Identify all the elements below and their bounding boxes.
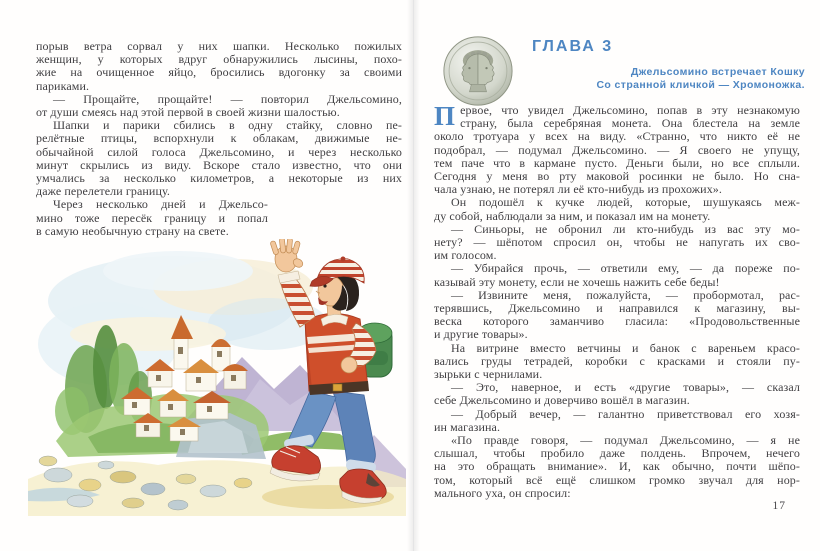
text-line: «По правде говоря, — подумал Джельсомино, — я не <box>451 433 800 448</box>
text-line: зырьки с чернилами. <box>434 367 543 382</box>
text-line: обычайной силой голоса Джельсомино, и через несколько <box>36 144 402 159</box>
text-line: — Это, наверное, и есть «другие товары», — сказал <box>451 380 800 395</box>
text-line: казывай эту монету, если не хочешь нажить себе беды! <box>434 274 720 289</box>
left-page-text <box>36 40 402 238</box>
text-line: париками. <box>36 78 90 93</box>
right-page <box>414 0 820 551</box>
paragraph <box>36 40 402 93</box>
text-line: им голосом. <box>434 248 497 263</box>
text-line: нету? — шёпотом спросил он, чтобы не напугать их сво- <box>434 235 800 250</box>
text-line: чала узнаю, не потерял ли её кто-нибудь из прохожих». <box>434 182 722 197</box>
text-line: мино тоже пересёк границу и попал <box>36 210 268 225</box>
paragraph <box>434 408 800 434</box>
text-line: около тротуара у всех на виду. «Странно, что никто её не <box>434 129 800 144</box>
text-line: ду собой, наблюдали за ним, и показал им на монету. <box>434 208 711 223</box>
text-line: Он подошёл к кучке людей, которые, шушукаясь меж- <box>451 195 800 210</box>
paragraph <box>434 101 800 197</box>
text-line: подобрал, — подумал Джельсомино. — Я своего не упущу, <box>434 142 800 157</box>
text-line: релётные птицы, вспорхнули к облакам, движимые не- <box>36 131 402 146</box>
paragraph <box>434 289 800 342</box>
boy-waving-illustration <box>28 239 406 516</box>
text-line: — Извините меня, пожалуйста, — пробормотал, рас- <box>451 287 800 302</box>
text-line: мального уха, он спросил: <box>434 485 571 500</box>
paragraph <box>434 196 800 222</box>
text-line: в самую необычную страну на свете. <box>36 223 229 238</box>
text-line: тем паче что в кармане пусто. Деньги были, но все сплыли. <box>434 155 800 170</box>
text-line: веска которого заманчиво гласила: «Продовольственные <box>434 314 800 329</box>
chapter-subtitle-line: Джельсомино встречает Кошку <box>630 66 805 78</box>
paragraph <box>434 342 800 382</box>
text-line: вались груды тетрадей, коробки с красками и стояли пу- <box>434 353 800 368</box>
page-spine <box>407 0 420 551</box>
text-line: Сегодня у меня во рту маковой росинки не было. Но сна- <box>434 169 800 184</box>
paragraph <box>434 434 800 500</box>
paragraph <box>36 93 402 119</box>
text-line: себе Джельсомино и доверчиво вошёл в магазин. <box>434 393 690 408</box>
text-line: ин магазина. <box>434 419 501 434</box>
chapter-title: ГЛАВА 3 <box>532 38 614 55</box>
paragraph <box>434 262 800 288</box>
text-line: от души смеясь над этой первой в своей жизни шалостью. <box>36 105 340 120</box>
text-line: страну, была серебряная монета. Она блестела на земле <box>460 116 800 131</box>
text-line: женщин, у которых вдруг обнаружились лысины, похо- <box>36 52 402 67</box>
text-line: На витрине вместо ветчины и банок с вареньем красо- <box>451 340 800 355</box>
text-line: жие на очищенное яйцо, бросились вдогонку за своими <box>36 65 402 80</box>
text-line: ервое, что увидел Джельсомино, попав в эту незнакомую <box>460 103 800 117</box>
paragraph <box>434 223 800 263</box>
text-line: — Добрый вечер, — галантно приветствовал его хозя- <box>451 406 800 421</box>
text-line: умчались за несколько километров, а некоторые из них <box>36 171 402 186</box>
text-line: и другие товары». <box>434 327 528 342</box>
right-page-text <box>434 101 800 500</box>
drop-cap: П <box>434 101 456 131</box>
text-line: Через несколько дней и Джельсо- <box>53 197 268 212</box>
paragraph <box>36 198 268 238</box>
text-line: — Синьоры, не обронил ли кто-нибудь из вас эту мо- <box>451 221 800 236</box>
text-line: даже перелетели границу. <box>36 184 170 199</box>
text-line: на это обращать внимание». И, как обычно, почти шёпо- <box>434 459 800 474</box>
text-line: том, который всё ещё слишком громко звучал для нор- <box>434 472 800 487</box>
text-line: минут скрылись из виду. Вскоре стало известно, что они <box>36 157 402 172</box>
text-line: — Убирайся прочь, — ответили ему, — да пореже по- <box>451 261 800 276</box>
text-line: Шапки и парики сбились в одну стайку, словно пе- <box>53 118 402 133</box>
paragraph <box>36 119 402 198</box>
text-line: слышал, чтобы пробило даже полдень. Впрочем, нечего <box>434 446 800 461</box>
text-line: — Прощайте, прощайте! — повторил Джельсомино, <box>53 91 402 106</box>
chapter-subtitle <box>434 66 805 92</box>
text-line: порыв ветра сорвал у них шапки. Несколько пожилых <box>36 39 402 53</box>
page-number: 17 <box>772 500 786 512</box>
paragraph <box>434 381 800 407</box>
text-line: терявшись, Джельсомино и направился к магазину, вы- <box>434 301 800 316</box>
chapter-subtitle-line: Со странной кличкой — Хромоножка. <box>596 79 805 91</box>
